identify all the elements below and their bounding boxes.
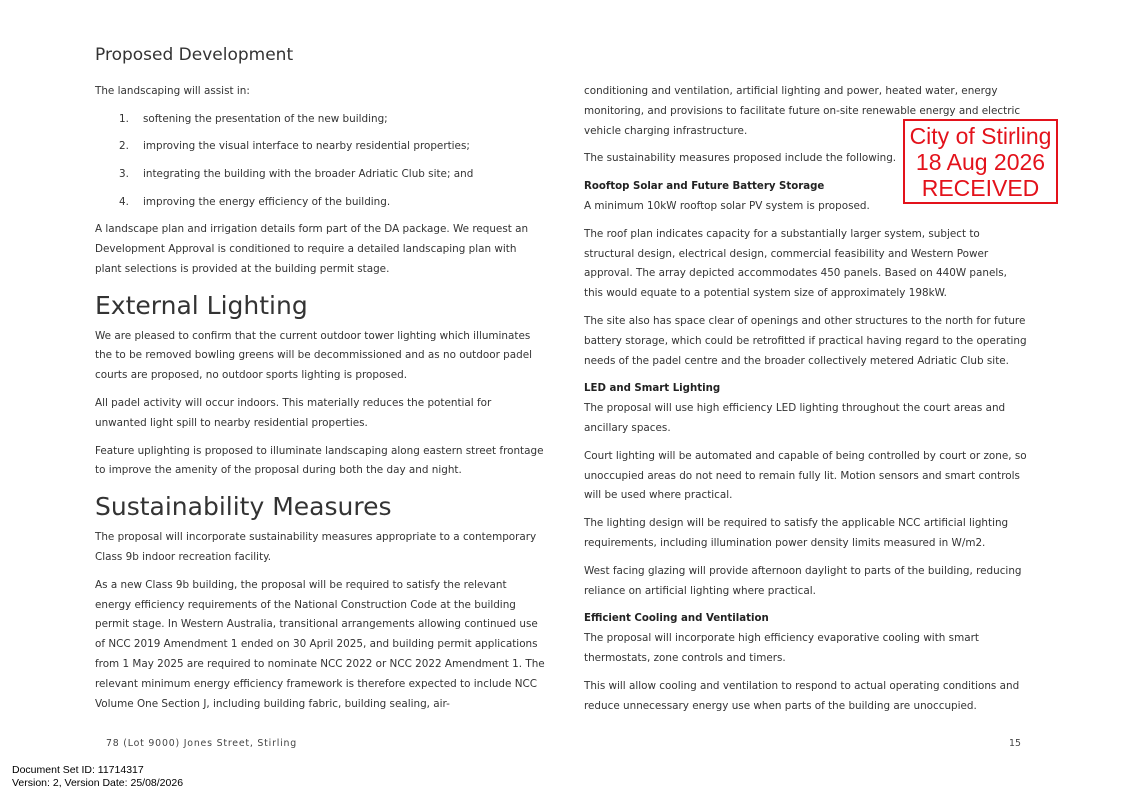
solar-paragraph-1: A minimum 10kW rooftop solar PV system is proposed. <box>584 199 870 212</box>
led-paragraph-4: West facing glazing will provide afternoon daylight to parts of the building, reducing reliance on artificial lighting where practical. <box>584 564 1022 597</box>
document-version: Version: 2, Version Date: 25/08/2026 <box>12 777 184 789</box>
list-item <box>95 165 545 185</box>
cooling-paragraph-1: The proposal will incorporate high efficiency evaporative cooling with smart thermostats, zone controls and timers. <box>584 632 979 664</box>
list-number: 2. <box>119 140 129 153</box>
solar-heading: Rooftop Solar and Future Battery Storage <box>584 181 825 193</box>
stamp-date: 18 Aug 2026 <box>915 149 1046 175</box>
external-lighting-paragraph-2: All padel activity will occur indoors. This materially reduces the potential for unwanted light spill to nearby residential properties. <box>95 396 492 429</box>
document-set-info <box>12 764 183 790</box>
continuation-paragraph: conditioning and ventilation, artificial lighting and power, heated water, energy monitoring, and provisions to facilitate future on-site renewable energy and electric vehicle charging infrastructure. <box>584 85 1021 137</box>
solar-paragraph-3: The site also has space clear of openings and other structures to the north for future battery storage, which could be retrofitted if practical having regard to the operating needs of the padel centre and the broader collectively metered Adriatic Club site. <box>584 314 1027 367</box>
led-paragraph-2: Court lighting will be automated and capable of being controlled by court or zone, so unoccupied areas do not need to remain fully lit. Motion sensors and smart controls will be used where practical. <box>584 449 1027 502</box>
received-stamp <box>903 119 1058 204</box>
page-number: 15 <box>1009 738 1021 749</box>
list-text: integrating the building with the broader Adriatic Club site; and <box>143 167 474 180</box>
led-paragraph-1: The proposal will use high efficiency LED lighting throughout the court areas and ancillary spaces. <box>584 402 1006 434</box>
stamp-council: City of Stirling <box>909 123 1052 149</box>
sustainability-paragraph-2: As a new Class 9b building, the proposal will be required to satisfy the relevant energy efficiency requirements of the National Construction Code at the building permit stage. In Western Australia, transitional arrangements allowing continued use of NCC 2019 Amendment 1 ended on 30 April 2025, and building permit applications from 1 May 2025 are required to nominate NCC 2022 or NCC 2022 Amendment 1. The relevant minimum energy efficiency framework is therefore expected to include NCC Volume One Section J, including building fabric, building sealing, air- <box>95 578 545 710</box>
list-number: 1. <box>119 112 129 125</box>
cooling-heading: Efficient Cooling and Ventilation <box>584 613 769 625</box>
stamp-status: RECEIVED <box>921 175 1040 201</box>
left-column <box>95 82 545 722</box>
list-text: improving the energy efficiency of the building. <box>143 195 391 208</box>
sustainability-paragraph-1: The proposal will incorporate sustainability measures appropriate to a contemporary Class 9b indoor recreation facility. <box>95 531 537 563</box>
measures-intro: The sustainability measures proposed include the following. <box>584 152 897 165</box>
landscaping-intro: The landscaping will assist in: <box>95 85 250 97</box>
list-text: softening the presentation of the new building; <box>143 112 388 125</box>
external-lighting-heading: External Lighting <box>95 290 308 320</box>
list-item <box>95 193 545 213</box>
list-item <box>95 110 545 130</box>
page-heading: Proposed Development <box>95 45 294 65</box>
list-text: improving the visual interface to nearby residential properties; <box>143 140 470 153</box>
list-item <box>95 137 545 157</box>
external-lighting-paragraph-3: Feature uplighting is proposed to illuminate landscaping along eastern street frontage to improve the amenity of the proposal during both the day and night. <box>95 444 544 477</box>
footer-address: 78 (Lot 9000) Jones Street, Stirling <box>106 738 298 749</box>
cooling-paragraph-2: This will allow cooling and ventilation to respond to actual operating conditions and reduce unnecessary energy use when parts of the building are unoccupied. <box>584 679 1020 712</box>
landscape-plan-paragraph: A landscape plan and irrigation details form part of the DA package. We request an Development Approval is conditioned to require a detailed landscaping plan with plant selections is provided at the building permit stage. <box>95 223 529 275</box>
external-lighting-paragraph-1: We are pleased to confirm that the current outdoor tower lighting which illuminates the to be removed bowling greens will be decommissioned and as no outdoor padel courts are proposed, no outdoor sports lighting is proposed. <box>95 329 532 382</box>
list-number: 4. <box>119 195 129 208</box>
sustainability-heading: Sustainability Measures <box>95 492 392 522</box>
led-heading: LED and Smart Lighting <box>584 383 721 395</box>
solar-paragraph-2: The roof plan indicates capacity for a substantially larger system, subject to structural design, electrical design, commercial feasibility and Western Power approval. The array depicted accommodates 450 panels. Based on 440W panels, this would equate to a potential system size of approximately 198kW. <box>584 227 1007 300</box>
list-number: 3. <box>119 167 129 180</box>
landscaping-list <box>95 110 545 213</box>
document-set-id: Document Set ID: 11714317 <box>12 764 144 776</box>
led-paragraph-3: The lighting design will be required to satisfy the applicable NCC artificial lighting requirements, including illumination power density limits measured in W/m2. <box>584 517 1009 549</box>
